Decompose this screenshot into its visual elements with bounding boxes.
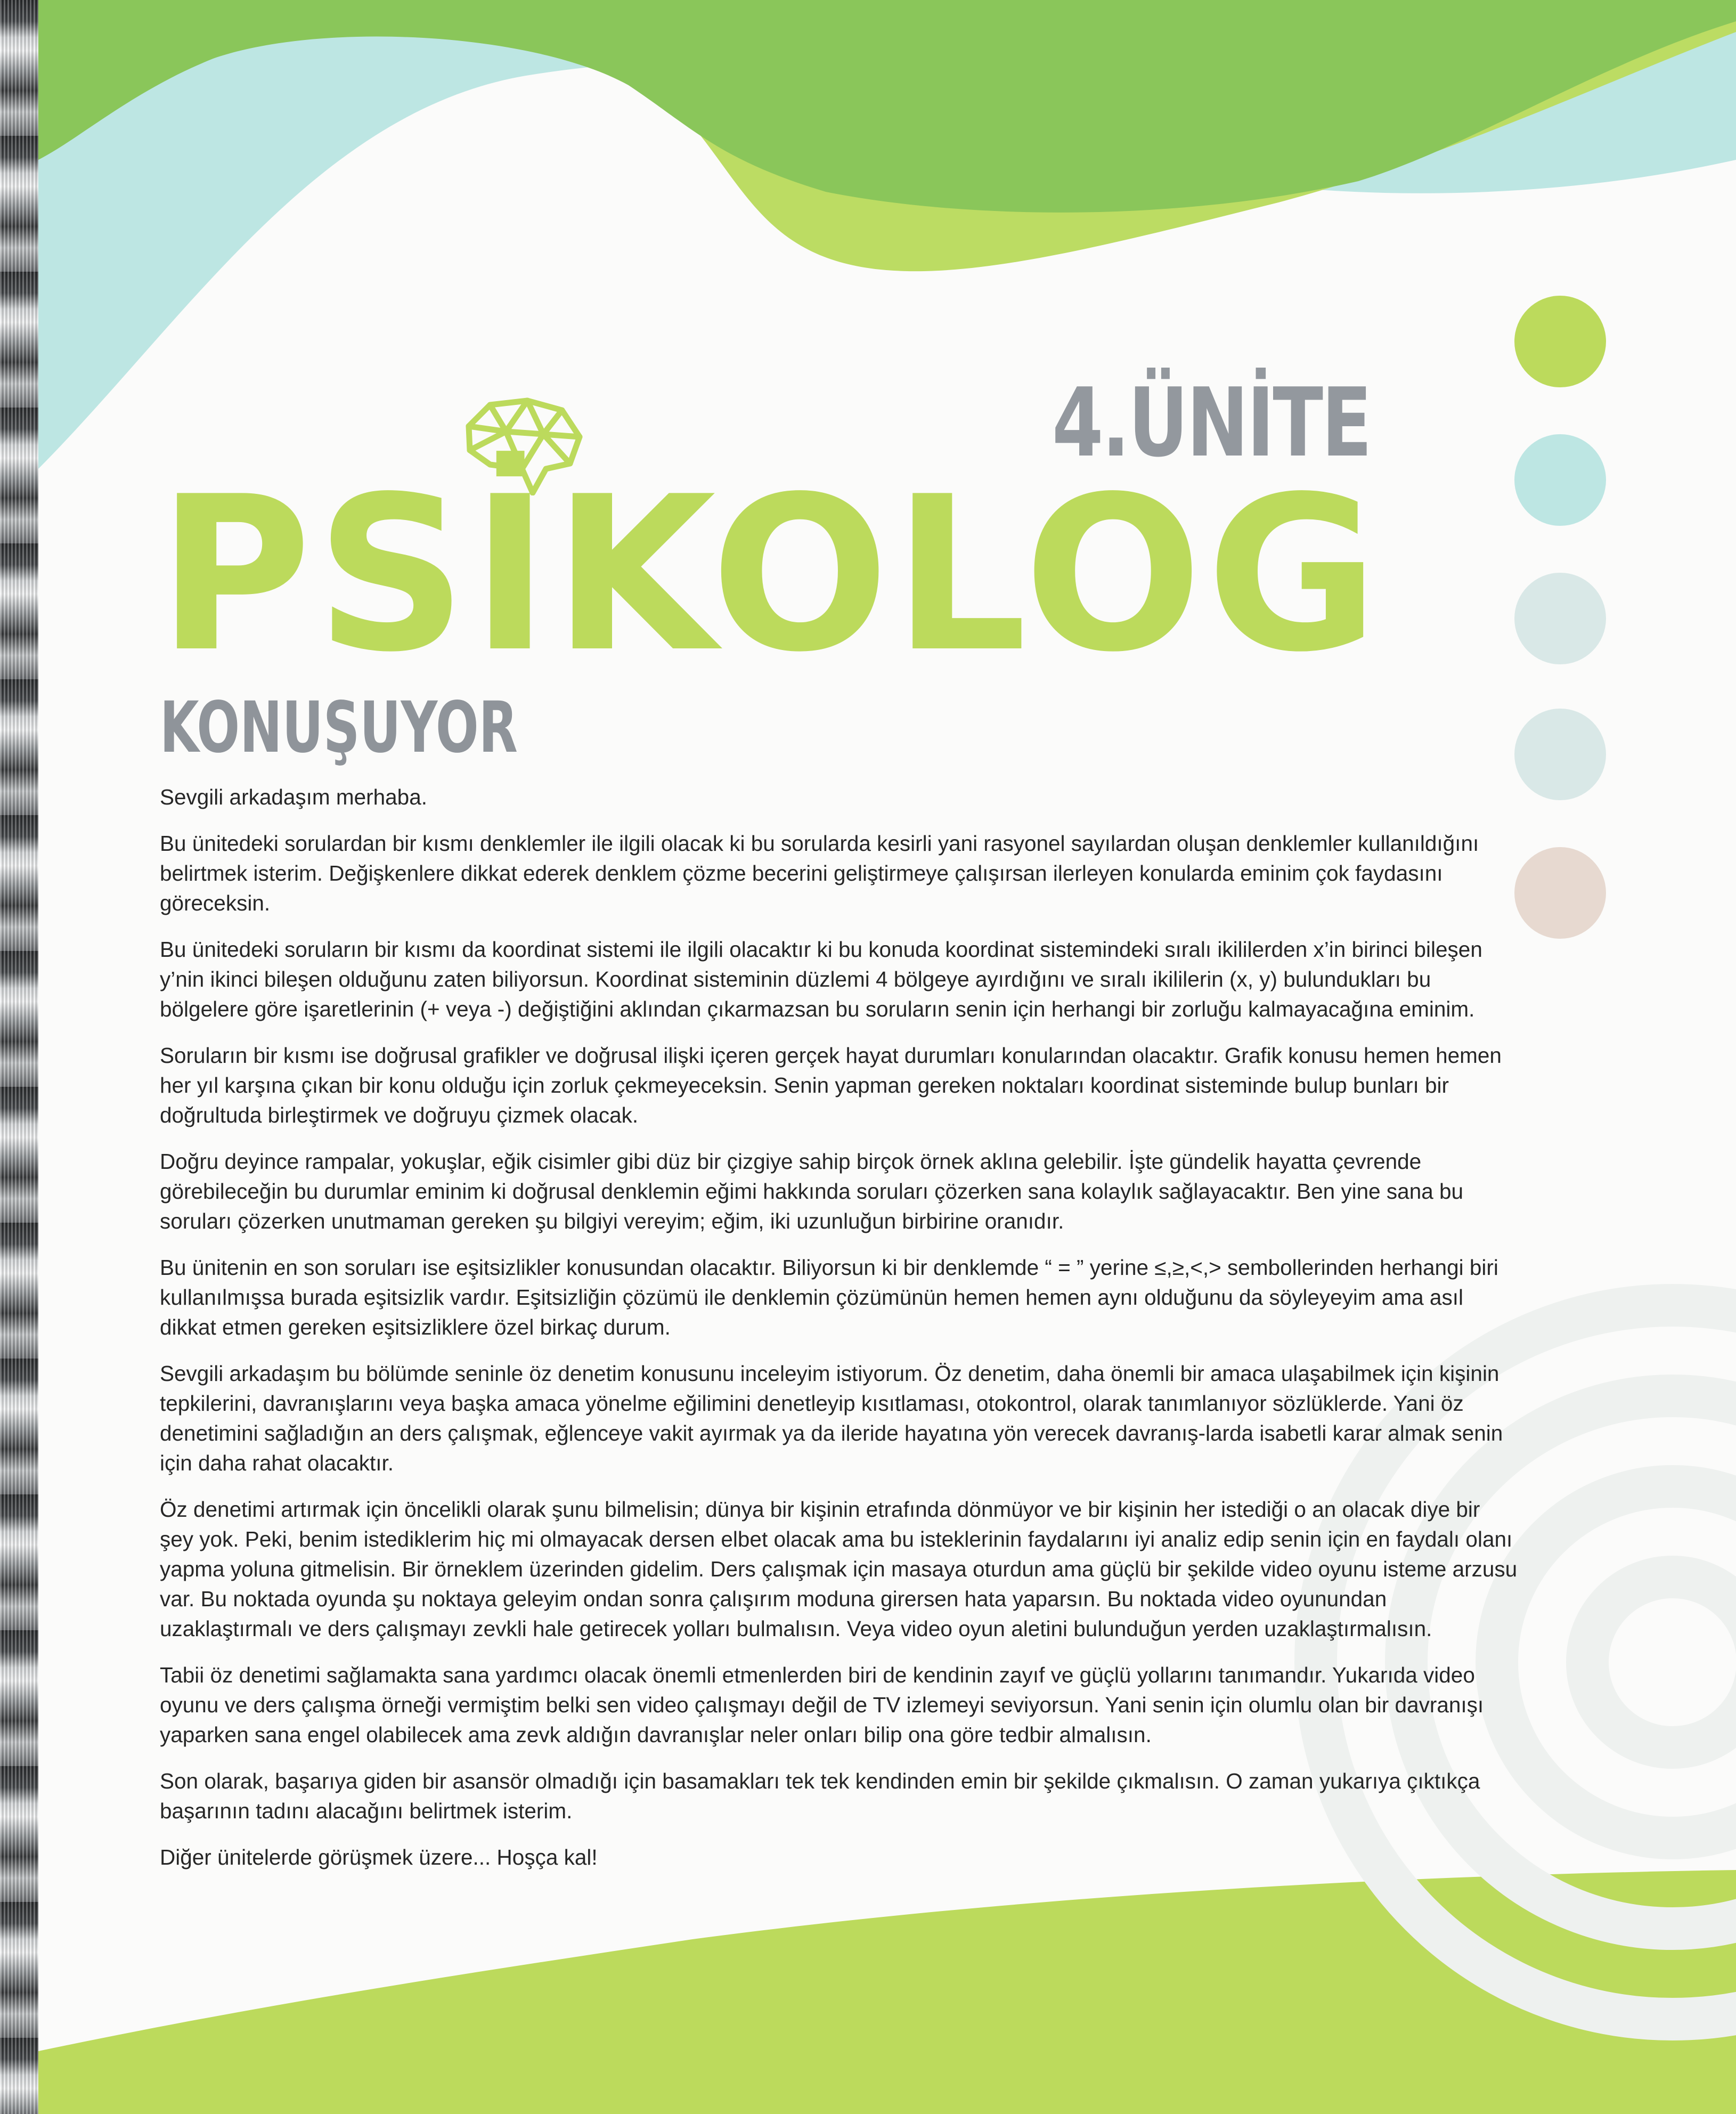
decor-dot-pale-teal <box>1514 709 1606 800</box>
decor-dot-pale-teal <box>1514 573 1606 664</box>
page-subtitle: KONUŞUYOR <box>160 687 518 769</box>
letter-paragraph: Diğer ünitelerde görüşmek üzere... Hoşça kal! <box>160 1845 598 1869</box>
letter-paragraph: Soruların bir kısmı ise doğrusal grafikler ve doğrusal ilişki içeren gerçek hayat durumları konularından olacaktır. Grafik konusu hemen hemen her yıl karşına çıkan bir konu olduğu için zorluk çekmeyeceksin. Senin yapman gereken noktaları koordinat sisteminde bulup bunları bir doğrultuda birleştirmek ve doğruyu çizmek olacak. <box>160 1043 1502 1127</box>
letter-paragraph: Sevgili arkadaşım bu bölümde seninle öz denetim konusunu inceleyim istiyorum. Öz denetim, daha önemli bir amaca ulaşabilmek için kişinin tepkilerini, davranışlarını veya başka amaca yönelme eğilimini denetleyip kısıtlaması, otokontrol, olarak tanımlanıyor sözlüklerde. Yani öz denetimini sağladığın an ders çalışmak, eğlenceye vakit ayırmak ya da ileride hayatına yön verecek davranış-larda isabetli karar almak senin için daha rahat olacaktır. <box>160 1361 1503 1475</box>
decor-dot-cyan <box>1514 434 1606 526</box>
letter-paragraph: Öz denetimi artırmak için öncelikli olarak şunu bilmelisin; dünya bir kişinin etrafında dönmüyor ve bir kişinin her istediği o an olacak diye bir şey yok. Peki, benim istediklerim hiç mi olmayacak dersen elbet olacak ama bu isteklerinin faydalarını iyi analiz edip senin için en faydalı olanı yapma yoluna gitmelisin. Bir örneklem üzerinden gidelim. Ders çalışmak için masaya oturdun ama güçlü bir şekilde video oyunu isteme arzusu var. Bu noktada oyunda şu noktaya geleyim ondan sonra çalışırım moduna girersen hata yaparsın. Bu noktada video oyunundan uzaklaştırmalı ve ders çalışmayı zevkli hale getirecek yolları bulmalısın. Veya video oyun aletini bulunduğun yerden uzaklaştırmalısın. <box>160 1497 1518 1641</box>
letter-paragraph: Bu ünitedeki sorulardan bir kısmı denklemler ile ilgili olacak ki bu sorularda kesirli yani rasyonel sayılardan oluşan denklemler kullanıldığını belirtmek isterim. Değişkenlere dikkat ederek denklem çözme becerini geliştirmeye çalışırsan ilerleyen konularda eminim çok faydasını göreceksin. <box>160 831 1479 915</box>
bottom-light-green-wave <box>38 1870 1736 2114</box>
letter-paragraph: Tabii öz denetimi sağlamakta sana yardımcı olacak önemli etmenlerden biri de kendinin zayıf ve güçlü yollarını tanımandır. Yukarıda video oyunu ve ders çalışma örneği vermiştim belki sen video çalışmayı değil de TV izlemeyi seviyorsun. Yani senin için olumlu olan bir davranışı yaparken sana engel olabilecek ama zevk aldığın davranışlar neler onları bilip ona göre tedbir almalısın. <box>160 1663 1484 1747</box>
letter-body <box>160 782 1518 1889</box>
letter-paragraph: Bu ünitedeki soruların bir kısmı da koordinat sistemi ile ilgili olacaktır ki bu konuda koordinat sistemindeki sıralı ikililerden x’in birinci bileşen y’nin ikinci bileşen olduğunu zaten biliyorsun. Koordinat sisteminin düzlemi 4 bölgeye ayırdığını ve sıralı ikililerin (x, y) bulundukları bu bölgelere göre işaretlerinin (+ veya -) değiştiğini aklından çıkarmazsan bu soruların senin için herhangi bir zorluğu kalmayacağına eminim. <box>160 937 1482 1021</box>
letter-paragraph: Son olarak, başarıya giden bir asansör olmadığı için basamakları tek tek kendinden emin bir şekilde çıkmalısın. O zaman yukarıya çıktıkça başarının tadını alacağını belirtmek isterim. <box>160 1769 1480 1823</box>
letter-paragraph: Doğru deyince rampalar, yokuşlar, eğik cisimler gibi düz bir çizgiye sahip birçok örnek aklına gelebilir. İşte gündelik hayatta çevrende görebileceğin bu durumlar eminim ki doğrusal denklemin eğimi hakkında soruları çözerken sana kolaylık sağlayacaktır. Ben yine sana bu soruları çözerken unutmaman gereken şu bilgiyi vereyim; eğim, iki uzunluğun birbirine oranıdır. <box>160 1149 1464 1233</box>
unit-label: 4.ÜNİTE <box>1052 368 1371 478</box>
decor-dot-green <box>1514 296 1606 387</box>
letter-paragraph: Sevgili arkadaşım merhaba. <box>160 785 427 809</box>
page-title: PSİKOLOG <box>158 451 1383 699</box>
decor-dot-peach <box>1514 847 1606 939</box>
letter-paragraph: Bu ünitenin en son soruları ise eşitsizlikler konusundan olacaktır. Biliyorsun ki bir denklemde “ = ” yerine ≤,≥,<,> sembollerinden herhangi biri kullanılmışsa burada eşitsizlik vardır. Eşitsizliğin çözümü ile denklemin çözümünün hemen hemen aynı olduğunu da söyleyeyim ama asıl dikkat etmen gereken eşitsizliklere özel birkaç durum. <box>160 1255 1498 1339</box>
